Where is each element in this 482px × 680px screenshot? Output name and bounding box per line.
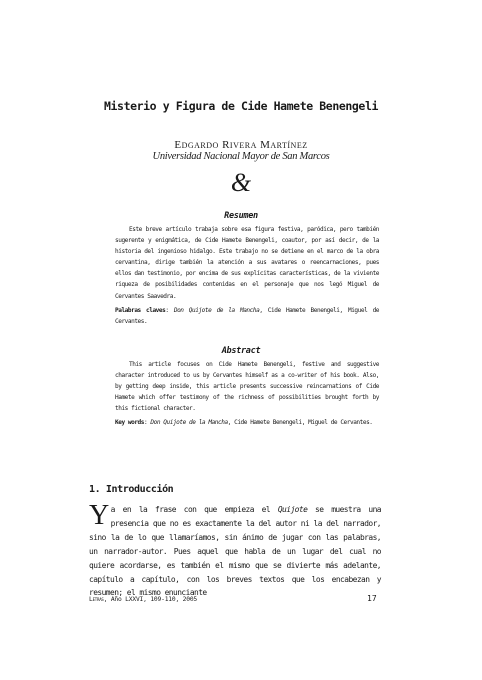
ampersand-ornament: & [230,168,252,197]
keywords-colon: : [143,419,151,427]
author-name: Edgardo Rivera Martínez [174,139,308,151]
abstract-block [115,359,379,429]
abstract-keywords-title: Don Quijote de la Mancha [150,419,228,427]
section-body [89,500,381,600]
resumen-keywords [115,305,379,327]
body-text-start: a en la frase con que empieza el [110,505,278,514]
resumen-heading: Resumen [224,211,258,221]
abstract-text: This article focuses on Cide Hamete Benengeli, festive and suggestive character introduced to us by Cervantes himself as a co-writer of his book. Also, by getting deep inside, this article presents successive reincarnations of Cide Hamete which offer testimony of the richness of possibilities brought forth by this fictional character. [115,361,379,413]
drop-cap: Y [89,500,109,531]
keywords-colon: : [165,306,174,314]
resumen-block [115,224,379,327]
abstract-keywords-rest: , Cide Hamete Benengeli, Miguel de Cervantes. [227,419,373,427]
resumen-keywords-title: Don Quijote de la Mancha [173,306,260,314]
journal-issue: , Año LXXVI, 109-110, 2005 [103,596,198,603]
resumen-keywords-rest: , Cide Hamete Benengeli, Miguel de Cervantes. [115,306,380,325]
resumen-keywords-label: Palabras claves [115,306,166,314]
section-heading: 1. Introducción [89,484,174,495]
abstract-heading: Abstract [221,346,261,356]
paper-title: Misterio y Figura de Cide Hamete Benengeli [104,99,378,113]
abstract-keywords [115,417,379,428]
abstract-keywords-label: Key words [115,419,144,427]
journal-name: Letras [89,596,104,603]
journal-citation [89,596,197,603]
author-affiliation: Universidad Nacional Mayor de San Marcos [152,151,330,162]
body-italic-title: Quijote [277,505,308,514]
body-text-rest: se muestra una presencia que no es exactamente la del autor ni la del narrador, sino la de lo que llamaríamos, sin ánimo de jugar con las palabras, un narrador-autor. Pues aquel que habla de un lugar del cual no quiere acordarse, es también el mismo que se divierte más adelante, capítulo a capítulo, con los breves textos que los encabezan y resumen; el mismo enunciante [89,505,381,598]
page-number: 17 [367,594,377,603]
resumen-text: Este breve artículo trabaja sobre esa figura festiva, paródica, pero también sugerente y enigmática, de Cide Hamete Benengeli, coautor, por así decir, de la historia del ingenioso hidalgo. Este trabajo no se detiene en el marco de la obra cervantina, dirige también la atención a sus avatares o reencarnaciones, pues ellos dan testimonio, por encima de sus explícitas características, de la viviente riqueza de posibilidades contenidas en el personaje que nos legó Miguel de Cervantes Saavedra. [115,226,379,300]
